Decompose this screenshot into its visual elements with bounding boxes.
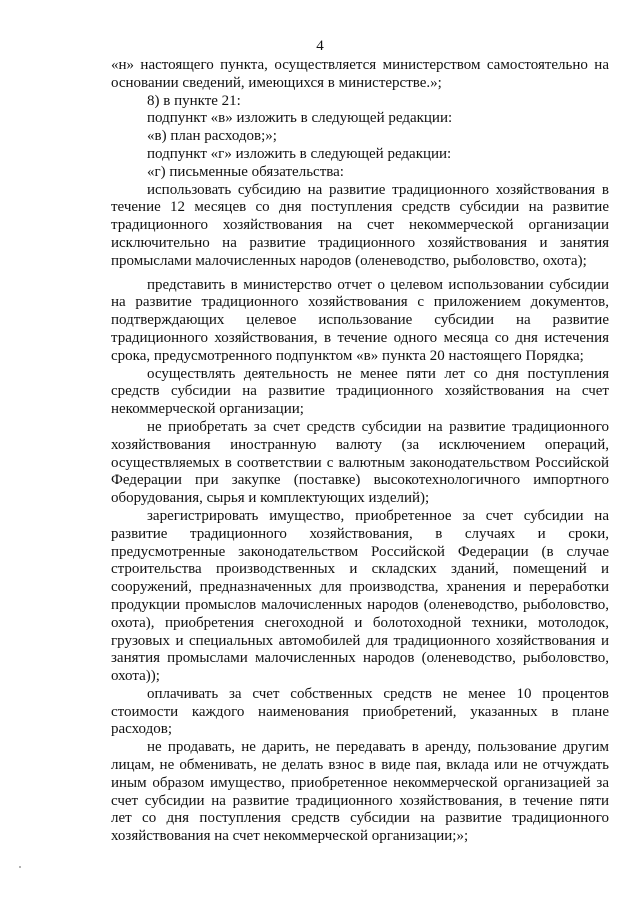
paragraph-item-8: 8) в пункте 21: (147, 92, 241, 109)
paragraph-obligation-report: представить в министерство отчет о целевом использовании субсидии на развитие традиционного хозяйствования с приложением документов, подтверждающих целевое использование субсидии на развитие традиционного хозяйствования, в течение одного месяца со дня истечения срока, предусмотренного подпунктом «в» пункта 20 настоящего Порядка; (111, 276, 609, 364)
page-number: 4 (316, 38, 324, 54)
paragraph-subitem-v-text: «в) план расходов;»; (147, 128, 277, 145)
scan-artifact-dot (19, 866, 21, 868)
paragraph-obligation-use-subsidy: использовать субсидию на развитие традиционного хозяйствования в течение 12 месяцев со дня поступления средств субсидии на развитие традиционного хозяйствования на счет некоммерческой организации исключительно на развитие традиционного хозяйствования и занятия промыслами малочисленных народов (оленеводство, рыболовство, охота); (111, 181, 609, 269)
document-body (111, 57, 609, 846)
paragraph-obligation-no-currency: не приобретать за счет средств субсидии на развитие традиционного хозяйствования иностранную валюту (за исключением операций, осуществляемых в соответствии с валютным законодательством Российской Федерации при закупке (поставке) высокотехнологичного импортного оборудования, сырья и комплектующих изделий); (111, 418, 609, 507)
paragraph-obligation-no-alienation: не продавать, не дарить, не передавать в аренду, пользование другим лицам, не обменивать, не делать взнос в виде пая, вклада или не отчуждать иным образом имущество, приобретенное некоммерческой организацией за счет субсидии на развитие традиционного хозяйствования, в течение пяти лет со дня поступления средств субсидии на развитие традиционного хозяйствования на счет некоммерческой организации;»; (111, 739, 609, 845)
paragraph-subitem-v-intro: подпункт «в» изложить в следующей редакции: (147, 110, 453, 127)
paragraph-obligation-own-funds: оплачивать за счет собственных средств не менее 10 процентов стоимости каждого наименования приобретений, указанных в плане расходов; (111, 685, 609, 738)
paragraph-subitem-g-text: «г) письменные обязательства: (147, 163, 344, 180)
paragraph-subitem-g-intro: подпункт «г» изложить в следующей редакции: (147, 145, 452, 162)
paragraph-obligation-activity: осуществлять деятельность не менее пяти лет со дня поступления средств субсидии на развитие традиционного хозяйствования на счет некоммерческой организации; (111, 365, 609, 418)
paragraph-continuation: «н» настоящего пункта, осуществляется министерством самостоятельно на основании сведений, имеющихся в министерстве.»; (111, 57, 609, 91)
paragraph-obligation-register-property: зарегистрировать имущество, приобретенное за счет субсидии на развитие традиционного хозяйствования, в случаях и сроки, предусмотренные законодательством Российской Федерации (в случае строительства производственных и складских зданий, помещений и сооружений, предназначенных для производства, хранения и переработки продукции промыслов малочисленных народов (оленеводство, рыболовство, охота), приобретения снегоходной и болотоходной техники, мотолодок, грузовых и специальных автомобилей для традиционного хозяйствования и занятия промыслами малочисленных народов (оленеводство, рыболовство, охота)); (111, 507, 609, 685)
